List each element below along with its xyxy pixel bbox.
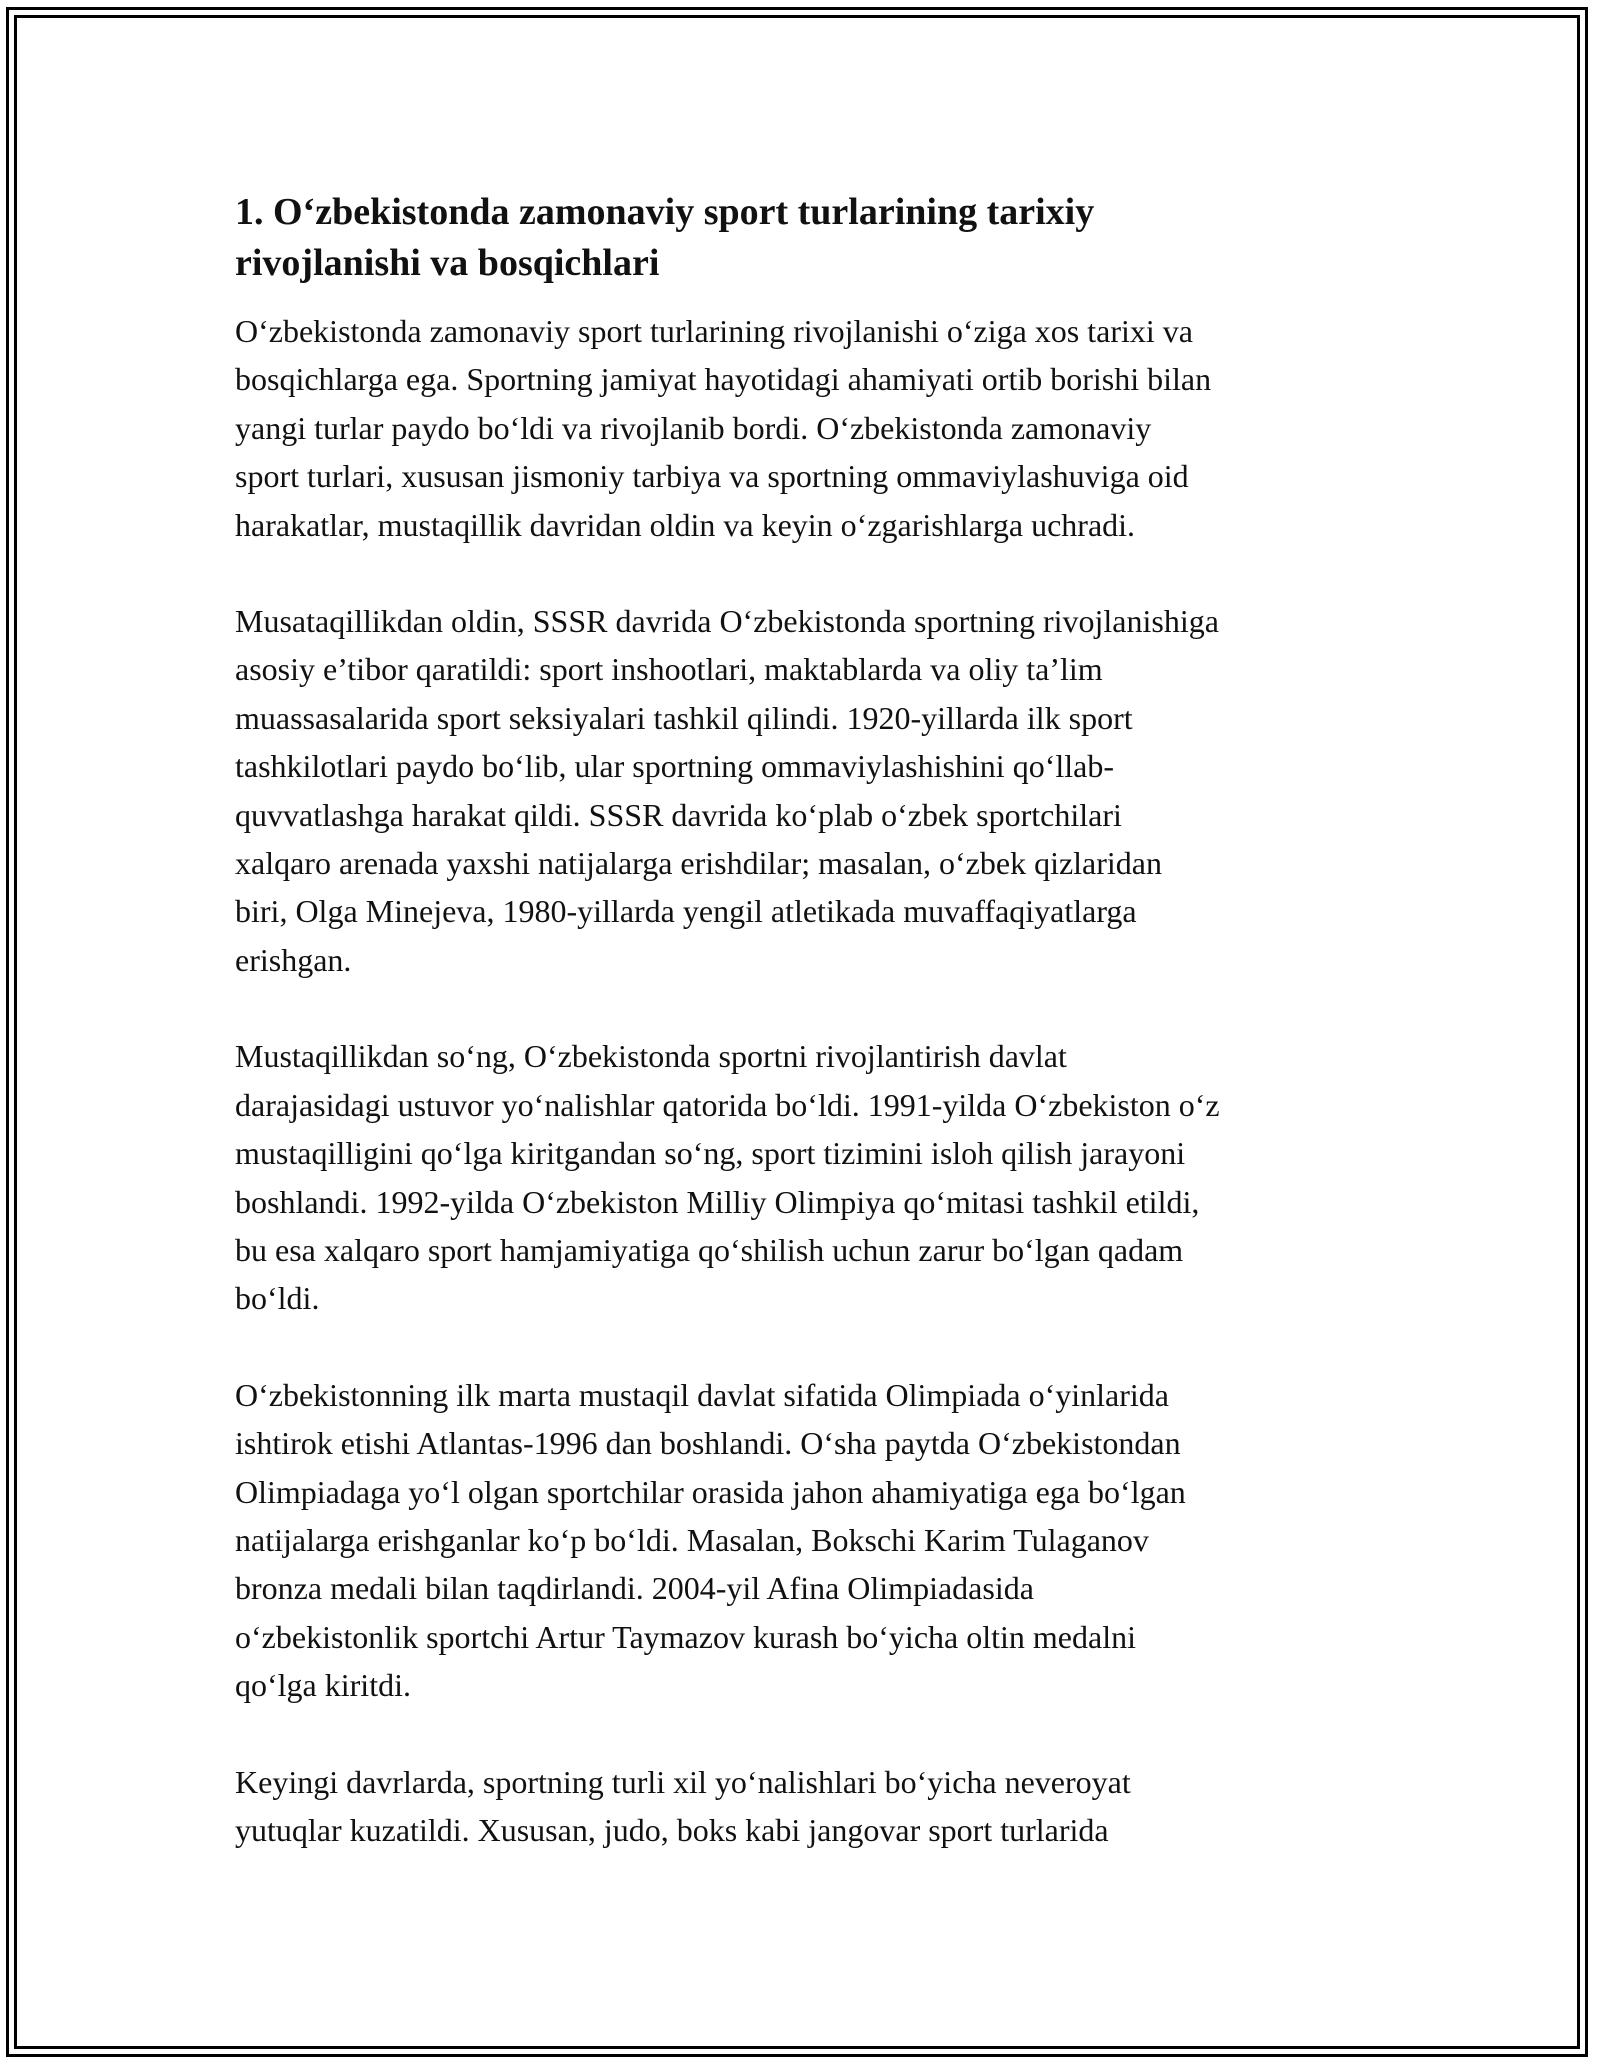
paragraph-line: biri, Olga Minejeva, 1980-yillarda yengil atletikada muvaffaqiyatlarga: [235, 893, 1137, 930]
paragraph-1: [235, 307, 1395, 549]
paragraph-line: bo‘ldi.: [235, 1280, 320, 1317]
paragraph-line: Musataqillikdan oldin, SSSR davrida O‘zbekistonda sportning rivojlanishiga: [235, 603, 1219, 640]
paragraph-line: bosqichlarga ega. Sportning jamiyat hayotidagi ahamiyati ortib borishi bilan: [235, 361, 1212, 398]
paragraph-line: Olimpiadaga yo‘l olgan sportchilar orasida jahon ahamiyatiga ega bo‘lgan: [235, 1473, 1186, 1510]
paragraph-line: tashkilotlari paydo bo‘lib, ular sportning ommaviylashishini qo‘llab-: [235, 748, 1114, 785]
paragraph-line: o‘zbekistonlik sportchi Artur Taymazov kurash bo‘yicha oltin medalni: [235, 1618, 1136, 1655]
document-body: [235, 187, 1395, 1902]
paragraph-line: xalqaro arenada yaxshi natijalarga erishdilar; masalan, o‘zbek qizlaridan: [235, 845, 1162, 882]
paragraph-line: Mustaqillikdan so‘ng, O‘zbekistonda sportni rivojlantirish davlat: [235, 1038, 1067, 1075]
paragraph-line: asosiy e’tibor qaratildi: sport inshootlari, maktablarda va oliy ta’lim: [235, 651, 1103, 688]
paragraph-3: [235, 1032, 1395, 1322]
paragraph-line: O‘zbekistonning ilk marta mustaqil davlat sifatida Olimpiada o‘yinlarida: [235, 1376, 1169, 1413]
paragraph-line: O‘zbekistonda zamonaviy sport turlarining rivojlanishi o‘ziga xos tarixi va: [235, 313, 1193, 349]
heading-line: rivojlanishi va bosqichlari: [235, 242, 660, 284]
paragraph-line: muassasalarida sport seksiyalari tashkil qilindi. 1920-yillarda ilk sport: [235, 699, 1133, 736]
paragraph-line: Keyingi davrlarda, sportning turli xil yo‘nalishlari bo‘yicha neveroyat: [235, 1763, 1131, 1800]
paragraph-line: natijalarga erishganlar ko‘p bo‘ldi. Masalan, Bokschi Karim Tulaganov: [235, 1521, 1149, 1558]
paragraph-line: sport turlari, xususan jismoniy tarbiya va sportning ommaviylashuviga oid: [235, 458, 1189, 495]
paragraph-2: [235, 597, 1395, 984]
paragraph-line: yutuqlar kuzatildi. Xususan, judo, boks kabi jangovar sport turlarida: [235, 1811, 1109, 1848]
paragraph-line: harakatlar, mustaqillik davridan oldin va keyin o‘zgarishlarga uchradi.: [235, 506, 1136, 543]
paragraph-line: bronza medali bilan taqdirlandi. 2004-yil Afina Olimpiadasida: [235, 1570, 1034, 1607]
heading-line: 1. O‘zbekistonda zamonaviy sport turlarining tarixiy: [235, 191, 1095, 233]
paragraph-4: [235, 1371, 1395, 1710]
paragraph-line: darajasidagi ustuvor yo‘nalishlar qatorida bo‘ldi. 1991-yilda O‘zbekiston o‘z: [235, 1086, 1220, 1123]
paragraph-line: bu esa xalqaro sport hamjamiyatiga qo‘shilish uchun zarur bo‘lgan qadam: [235, 1231, 1184, 1268]
paragraph-5: [235, 1758, 1395, 1855]
paragraph-line: mustaqilligini qo‘lga kiritgandan so‘ng, sport tizimini isloh qilish jarayoni: [235, 1135, 1186, 1172]
paragraph-line: yangi turlar paydo bo‘ldi va rivojlanib bordi. O‘zbekistonda zamonaviy: [235, 409, 1152, 446]
paragraph-line: qo‘lga kiritdi.: [235, 1667, 411, 1704]
paragraph-line: quvvatlashga harakat qildi. SSSR davrida ko‘plab o‘zbek sportchilari: [235, 796, 1122, 833]
section-heading: [235, 187, 1395, 289]
paragraph-line: ishtirok etishi Atlantas-1996 dan boshlandi. O‘sha paytda O‘zbekistondan: [235, 1425, 1181, 1462]
paragraph-line: erishgan.: [235, 941, 352, 978]
paragraph-line: boshlandi. 1992-yilda O‘zbekiston Milliy Olimpiya qo‘mitasi tashkil etildi,: [235, 1183, 1200, 1220]
